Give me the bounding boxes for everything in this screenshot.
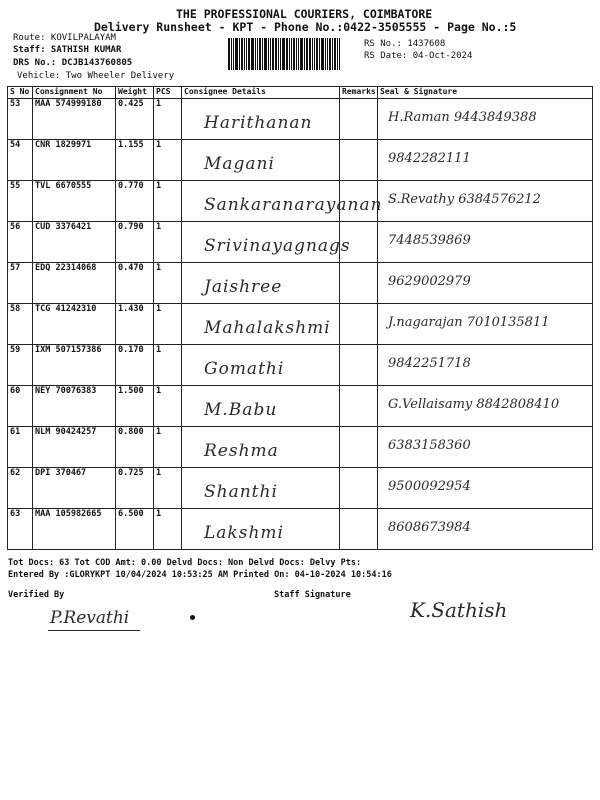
- barcode-bar: [339, 38, 340, 70]
- row-weight: 0.425: [116, 99, 154, 140]
- table-row: [8, 304, 593, 345]
- row-signature: [378, 427, 593, 468]
- row-consignee: [182, 263, 340, 304]
- row-sno: 56: [8, 222, 33, 263]
- barcode-bar: [264, 38, 267, 70]
- consignee-handwriting: Gomathi: [204, 359, 285, 379]
- signature-handwriting: 6383158360: [388, 438, 471, 453]
- row-pcs: 1: [154, 222, 182, 263]
- row-consignment-no: EDQ 22314068: [33, 263, 116, 304]
- drs-number: DRS No.: DCJB143760805: [13, 58, 133, 68]
- row-weight: 0.790: [116, 222, 154, 263]
- signature-handwriting: J.nagarajan 7010135811: [388, 315, 550, 330]
- consignee-handwriting: Lakshmi: [204, 523, 284, 543]
- barcode-bar: [278, 38, 279, 70]
- row-consignment-no: NLM 90424257: [33, 427, 116, 468]
- row-sno: 61: [8, 427, 33, 468]
- barcode-bar: [228, 38, 230, 70]
- signature-handwriting: 9629002979: [388, 274, 471, 289]
- row-pcs: 1: [154, 345, 182, 386]
- row-remarks: [340, 509, 378, 550]
- row-weight: 0.170: [116, 345, 154, 386]
- row-consignee: [182, 140, 340, 181]
- table-header-row: [8, 87, 593, 99]
- row-sno: 53: [8, 99, 33, 140]
- row-consignee: [182, 304, 340, 345]
- verified-by-label: Verified By: [8, 590, 65, 600]
- signature-handwriting: S.Revathy 6384576212: [388, 192, 541, 207]
- row-sno: 63: [8, 509, 33, 550]
- row-remarks: [340, 263, 378, 304]
- row-pcs: 1: [154, 427, 182, 468]
- header-remarks: Remarks: [340, 87, 378, 99]
- barcode-bar: [291, 38, 292, 70]
- barcode-bar: [268, 38, 269, 70]
- rs-date: RS Date: 04-Oct-2024: [364, 51, 473, 61]
- row-pcs: 1: [154, 99, 182, 140]
- barcode-bar: [334, 38, 336, 70]
- barcode-bar: [306, 38, 308, 70]
- row-consignee: [182, 427, 340, 468]
- row-signature: [378, 222, 593, 263]
- barcode-bar: [257, 38, 258, 70]
- row-sno: 59: [8, 345, 33, 386]
- row-pcs: 1: [154, 304, 182, 345]
- row-pcs: 1: [154, 468, 182, 509]
- row-consignment-no: MAA 105982665: [33, 509, 116, 550]
- signature-underline: [48, 630, 140, 631]
- barcode-bar: [325, 38, 326, 70]
- header-consignee: Consignee Details: [182, 87, 340, 99]
- barcode-bar: [300, 38, 303, 70]
- barcode-bar: [235, 38, 238, 70]
- consignee-handwriting: Srivinayagnags: [204, 236, 351, 256]
- barcode-bar: [241, 38, 243, 70]
- row-weight: 0.470: [116, 263, 154, 304]
- header-weight: Weight: [116, 87, 154, 99]
- row-consignment-no: IXM 507157386: [33, 345, 116, 386]
- table-row: [8, 140, 593, 181]
- barcode-image: [228, 38, 360, 70]
- row-signature: [378, 386, 593, 427]
- row-consignee: [182, 509, 340, 550]
- barcode-bar: [321, 38, 324, 70]
- consignee-handwriting: Reshma: [204, 441, 279, 461]
- row-consignment-no: TVL 6670555: [33, 181, 116, 222]
- document-subtitle: Delivery Runsheet - KPT - Phone No.:0422-3505555 - Page No.:5: [94, 20, 517, 34]
- row-weight: 0.800: [116, 427, 154, 468]
- barcode-bar: [327, 38, 328, 70]
- row-signature: [378, 140, 593, 181]
- header-consignment: Consignment No: [33, 87, 116, 99]
- row-sno: 57: [8, 263, 33, 304]
- barcode-bar: [296, 38, 297, 70]
- barcode-bar: [286, 38, 288, 70]
- row-signature: [378, 99, 593, 140]
- barcode-bar: [293, 38, 295, 70]
- row-consignment-no: CNR 1829971: [33, 140, 116, 181]
- vehicle-text: Vehicle: Two Wheeler Delivery: [17, 71, 175, 81]
- row-remarks: [340, 386, 378, 427]
- table-row: [8, 181, 593, 222]
- barcode-bar: [289, 38, 290, 70]
- consignee-handwriting: Harithanan: [204, 113, 313, 133]
- row-consignee: [182, 222, 351, 263]
- row-pcs: 1: [154, 181, 182, 222]
- row-remarks: [340, 345, 378, 386]
- row-consignee: [182, 386, 340, 427]
- table-row: [8, 427, 593, 468]
- signature-handwriting: 9500092954: [388, 479, 471, 494]
- barcode-bar: [262, 38, 263, 70]
- row-consignee: [182, 181, 383, 222]
- barcode-bar: [239, 38, 240, 70]
- row-remarks: [340, 140, 378, 181]
- barcode-bar: [314, 38, 315, 70]
- staff-text: Staff: SATHISH KUMAR: [13, 45, 122, 55]
- barcode-bar: [329, 38, 331, 70]
- row-signature: [378, 263, 593, 304]
- header-sno: S No: [8, 87, 33, 99]
- row-consignment-no: NEY 70076383: [33, 386, 116, 427]
- row-signature: [378, 345, 593, 386]
- row-weight: 1.500: [116, 386, 154, 427]
- row-consignment-no: MAA 574999180: [33, 99, 116, 140]
- header-signature: Seal & Signature: [378, 87, 593, 99]
- row-pcs: 1: [154, 386, 182, 427]
- row-consignment-no: DPI 370467: [33, 468, 116, 509]
- table-row: [8, 222, 593, 263]
- barcode-bar: [255, 38, 256, 70]
- verified-signature: P.Revathi: [50, 608, 130, 628]
- barcode-bar: [280, 38, 281, 70]
- row-signature: [378, 509, 593, 550]
- document-title: THE PROFESSIONAL COURIERS, COIMBATORE: [176, 7, 433, 21]
- barcode-bar: [298, 38, 299, 70]
- barcode-bar: [316, 38, 318, 70]
- table-row: [8, 345, 593, 386]
- consignee-handwriting: Sankaranarayanan: [204, 195, 383, 215]
- row-remarks: [340, 99, 378, 140]
- barcode-bar: [270, 38, 271, 70]
- signature-handwriting: 9842251718: [388, 356, 471, 371]
- consignee-handwriting: Magani: [204, 154, 275, 174]
- row-consignee: [182, 345, 340, 386]
- signature-handwriting: G.Vellaisamy 8842808410: [388, 397, 560, 412]
- row-pcs: 1: [154, 263, 182, 304]
- staff-signature-label: Staff Signature: [274, 590, 351, 600]
- barcode-bar: [312, 38, 313, 70]
- barcode-bar: [304, 38, 305, 70]
- barcode-bar: [246, 38, 247, 70]
- route-text: Route: KOVILPALAYAM: [13, 33, 116, 43]
- barcode-bar: [259, 38, 261, 70]
- table-row: [8, 509, 593, 550]
- row-signature: [378, 468, 593, 509]
- table-row: [8, 468, 593, 509]
- consignee-handwriting: Mahalakshmi: [204, 318, 331, 338]
- signature-handwriting: 9842282111: [388, 151, 471, 166]
- barcode-bar: [233, 38, 234, 70]
- signature-handwriting: 8608673984: [388, 520, 471, 535]
- ink-dot: [190, 615, 195, 620]
- totals-line: Tot Docs: 63 Tot COD Amt: 0.00 Delvd Docs: Non Delvd Docs: Delvy Pts:: [8, 558, 362, 568]
- barcode-bar: [309, 38, 311, 70]
- row-remarks: [340, 304, 378, 345]
- table-row: [8, 386, 593, 427]
- consignee-handwriting: Shanthi: [204, 482, 278, 502]
- table-row: [8, 263, 593, 304]
- row-consignee: [182, 468, 340, 509]
- barcode-bar: [282, 38, 285, 70]
- barcode-bar: [251, 38, 254, 70]
- barcode-bar: [319, 38, 320, 70]
- row-weight: 0.725: [116, 468, 154, 509]
- runsheet-table: [7, 86, 593, 550]
- row-remarks: [340, 427, 378, 468]
- barcode-bar: [337, 38, 338, 70]
- row-sno: 60: [8, 386, 33, 427]
- signature-handwriting: H.Raman 9443849388: [388, 110, 537, 125]
- barcode-bar: [248, 38, 250, 70]
- row-remarks: [340, 468, 378, 509]
- row-signature: [378, 304, 593, 345]
- row-pcs: 1: [154, 140, 182, 181]
- row-sno: 62: [8, 468, 33, 509]
- rs-number: RS No.: 1437608: [364, 39, 446, 49]
- row-weight: 1.155: [116, 140, 154, 181]
- row-pcs: 1: [154, 509, 182, 550]
- barcode-bar: [244, 38, 245, 70]
- consignee-handwriting: M.Babu: [204, 400, 278, 420]
- row-consignment-no: TCG 41242310: [33, 304, 116, 345]
- row-sno: 58: [8, 304, 33, 345]
- barcode-bar: [275, 38, 277, 70]
- row-signature: [378, 181, 593, 222]
- row-weight: 0.770: [116, 181, 154, 222]
- signature-handwriting: 7448539869: [388, 233, 471, 248]
- header-pcs: PCS: [154, 87, 182, 99]
- staff-signature: K.Sathish: [410, 598, 508, 622]
- row-consignee: [182, 99, 340, 140]
- barcode-bar: [272, 38, 274, 70]
- barcode-bar: [231, 38, 232, 70]
- barcode-bar: [332, 38, 333, 70]
- consignee-handwriting: Jaishree: [204, 277, 283, 297]
- table-row: [8, 99, 593, 140]
- row-weight: 1.430: [116, 304, 154, 345]
- row-sno: 54: [8, 140, 33, 181]
- row-weight: 6.500: [116, 509, 154, 550]
- entered-line: Entered By :GLORYKPT 10/04/2024 10:53:25 AM Printed On: 04-10-2024 10:54:16: [8, 570, 392, 580]
- row-consignment-no: CUD 3376421: [33, 222, 116, 263]
- row-sno: 55: [8, 181, 33, 222]
